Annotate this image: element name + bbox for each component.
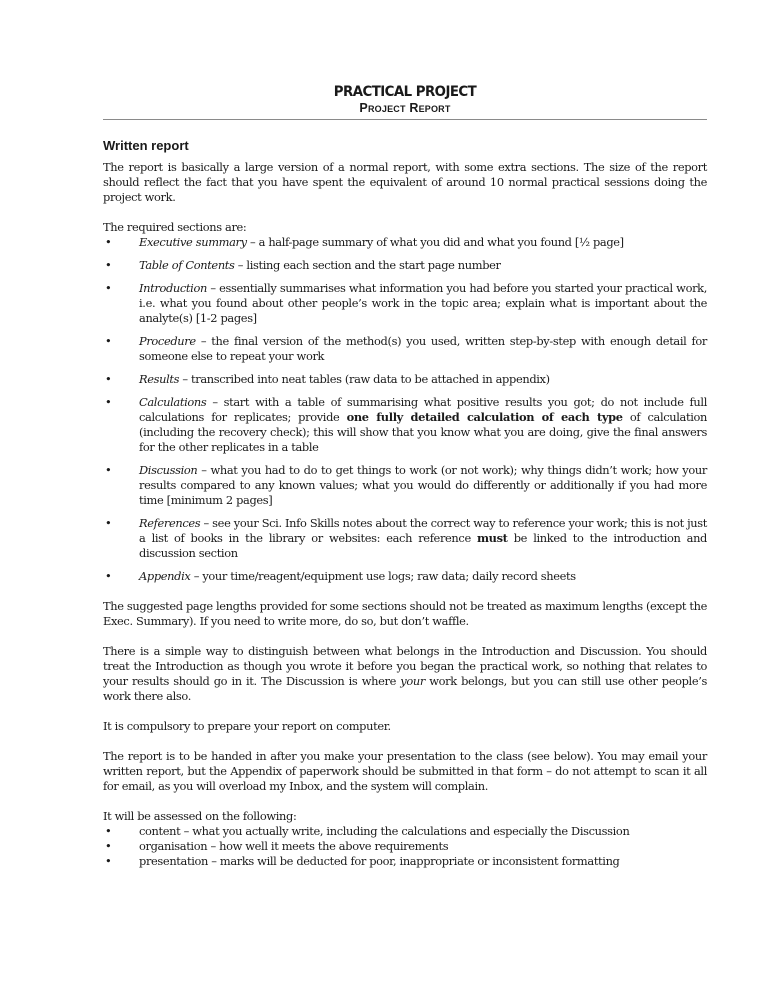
list-item-results: • Results – transcribed into neat tables (raw data to be attached in appendix) <box>105 372 550 386</box>
bullet-icon: • <box>105 334 112 348</box>
bullet-icon: • <box>105 854 112 868</box>
bullet-icon: • <box>105 463 112 477</box>
list-item-presentation: • presentation – marks will be deducted for poor, inappropriate or inconsistent formatting <box>105 854 620 868</box>
bullet-icon: • <box>105 372 112 386</box>
item-name: Appendix <box>139 569 191 583</box>
compulsory-paragraph: It is compulsory to prepare your report on computer. <box>103 719 391 733</box>
section-heading: Written report <box>103 138 189 153</box>
list-item-procedure: • Procedure – the final version of the method(s) you used, written step-by-step with enough detail for someone else to repeat your work <box>105 334 707 363</box>
list-item-calculations: • Calculations – start with a table of summarising what positive results you got; do not include full calculations for replicates; provide one fully detailed calculation of each type of calculation (including the recovery check); this will show that you know what you are doing, give the final answers for the other replicates in a table <box>105 395 707 454</box>
intro-paragraph: The report is basically a large version of a normal report, with some extra sections. The size of the report should reflect the fact that you have spent the equivalent of around 10 normal practical sessions doing the project work. <box>103 160 707 204</box>
document-header <box>103 84 707 116</box>
item-name: Table of Contents <box>139 258 235 272</box>
bullet-icon: • <box>105 258 112 272</box>
item-name: References <box>139 516 201 530</box>
handin-paragraph: The report is to be handed in after you make your presentation to the class (see below). You may email your written report, but the Appendix of paperwork should be submitted in that form – do not attempt to scan it all for email, as you will overload my Inbox, and the system will complain. <box>103 749 707 793</box>
item-name: Discussion <box>139 463 198 477</box>
item-name: Results <box>139 372 180 386</box>
assessed-lead: It will be assessed on the following: <box>103 809 297 823</box>
page-lengths-paragraph: The suggested page lengths provided for some sections should not be treated as maximum lengths (except the Exec. Summary). If you need to write more, do so, but don’t waffle. <box>103 599 707 628</box>
list-item-content: • content – what you actually write, including the calculations and especially the Discussion <box>105 824 630 838</box>
bullet-icon: • <box>105 235 112 249</box>
bullet-icon: • <box>105 395 112 409</box>
list-item-references: • References – see your Sci. Info Skills notes about the correct way to reference your work; this is not just a list of books in the library or websites: each reference must be linked to the introduction and discussion section <box>105 516 707 560</box>
bullet-icon: • <box>105 281 112 295</box>
list-item-executive-summary: • Executive summary – a half-page summary of what you did and what you found [½ page] <box>105 235 624 249</box>
list-item-introduction: • Introduction – essentially summarises what information you had before you started your practical work, i.e. what you found about other people’s work in the topic area; explain what is important about the analyte(s) [1-2 pages] <box>105 281 707 325</box>
list-item-organisation: • organisation – how well it meets the above requirements <box>105 839 449 853</box>
required-sections-list <box>103 235 707 584</box>
item-name: Introduction <box>139 281 207 295</box>
header-divider <box>103 119 707 120</box>
list-item-discussion: • Discussion – what you had to do to get things to work (or not work); why things didn’t work; how your results compared to any known values; what you would do differently or additionally if you had more time [minimum 2 pages] <box>105 463 707 507</box>
list-item-table-of-contents: • Table of Contents – listing each section and the start page number <box>105 258 501 272</box>
item-name: Calculations <box>139 395 207 409</box>
bullet-icon: • <box>105 516 112 530</box>
distinguish-paragraph: There is a simple way to distinguish between what belongs in the Introduction and Discussion. You should treat the Introduction as though you wrote it before you began the practical work, so nothing that relates to your results should go in it. The Discussion is where your work belongs, but you can still use other people’s work there also. <box>103 644 707 703</box>
document-body <box>103 138 707 869</box>
required-sections-lead: The required sections are: <box>103 220 247 234</box>
list-item-appendix: • Appendix – your time/reagent/equipment use logs; raw data; daily record sheets <box>105 569 576 583</box>
page-title: PRACTICAL PROJECT <box>333 84 477 100</box>
assessment-criteria-list <box>103 824 707 869</box>
bullet-icon: • <box>105 824 112 838</box>
bullet-icon: • <box>105 839 112 853</box>
bullet-icon: • <box>105 569 112 583</box>
item-name: Procedure <box>139 334 196 348</box>
page-subtitle: Project Report <box>359 101 451 115</box>
item-name: Executive summary <box>139 235 247 249</box>
